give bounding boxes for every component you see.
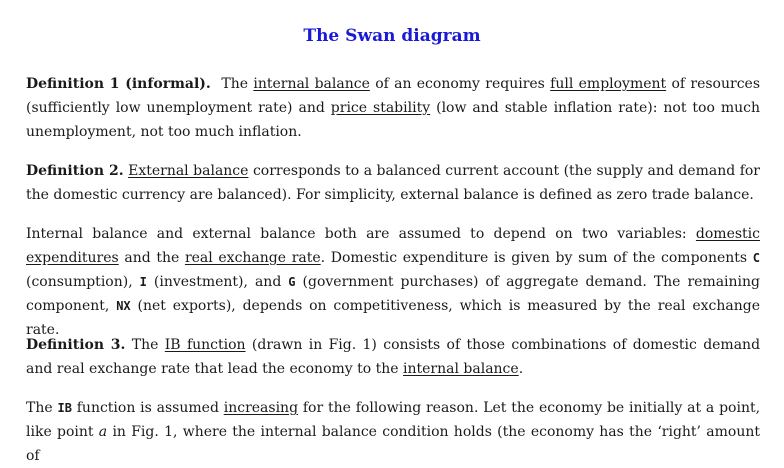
- text: in Fig. 1, where the internal balance condition holds (the economy has the ‘right’ amount of: [26, 424, 760, 464]
- term-internal-balance-2: internal balance: [403, 361, 519, 377]
- term-full-employment: full employment: [550, 76, 667, 92]
- page-title: The Swan diagram: [303, 26, 481, 46]
- text: (consumption),: [26, 274, 133, 290]
- text: corresponds to a balanced current account (the supply and demand for the domestic currency are balanced). For simplicity, external balance is defined as zero trade balance.: [26, 163, 761, 203]
- term-ib-function: IB function: [164, 337, 246, 353]
- text: (net exports), depends on competitiveness, which is measured by the real exchange rate.: [26, 298, 760, 338]
- definition-1-heading: Definition 1 (informal).: [26, 76, 211, 92]
- symbol-i: I: [139, 275, 147, 289]
- text: The: [131, 337, 159, 353]
- term-price-stability: price stability: [330, 100, 431, 116]
- text: The: [26, 400, 53, 416]
- variables-paragraph: [26, 222, 760, 342]
- text: (drawn in Fig. 1) consists of those combinations of domestic demand and real exchange rate that lead the economy to the: [26, 337, 761, 377]
- definition-2-heading: Definition 2.: [26, 163, 124, 179]
- definition-2-paragraph: [26, 159, 760, 207]
- definition-3-heading: Definition 3.: [26, 337, 126, 353]
- term-real-exchange-rate: real exchange rate: [184, 250, 321, 266]
- text: .: [518, 361, 524, 377]
- text: (low and stable inflation rate): not too much unemployment, not too much inflation.: [26, 100, 761, 140]
- text: of an economy requires: [375, 76, 545, 92]
- point-a: a: [98, 424, 108, 440]
- symbol-nx: NX: [116, 299, 131, 313]
- symbol-g: G: [288, 275, 296, 289]
- text: The: [221, 76, 249, 92]
- text: of resources (sufficiently low unemployment rate) and: [26, 76, 761, 116]
- symbol-c: C: [752, 251, 760, 265]
- text: and the: [124, 250, 180, 266]
- text: for the following reason. Let the economy be initially at a point, like point: [26, 400, 761, 440]
- term-increasing: increasing: [223, 400, 299, 416]
- definition-3-paragraph: [26, 333, 760, 381]
- term-external-balance: External balance: [128, 163, 249, 179]
- ib-function-paragraph: [26, 396, 760, 468]
- text: function is assumed: [76, 400, 219, 416]
- symbol-ib: IB: [57, 401, 72, 415]
- text: . Domestic expenditure is given by sum of the components: [320, 250, 748, 266]
- text: (investment), and: [153, 274, 282, 290]
- text: Internal balance and external balance both are assumed to depend on two variables:: [26, 226, 687, 242]
- term-internal-balance: internal balance: [253, 76, 370, 92]
- definition-1-paragraph: [26, 72, 760, 144]
- text: (government purchases) of aggregate demand. The remaining component,: [26, 274, 761, 314]
- term-domestic-expenditures: domestic expenditures: [26, 226, 760, 266]
